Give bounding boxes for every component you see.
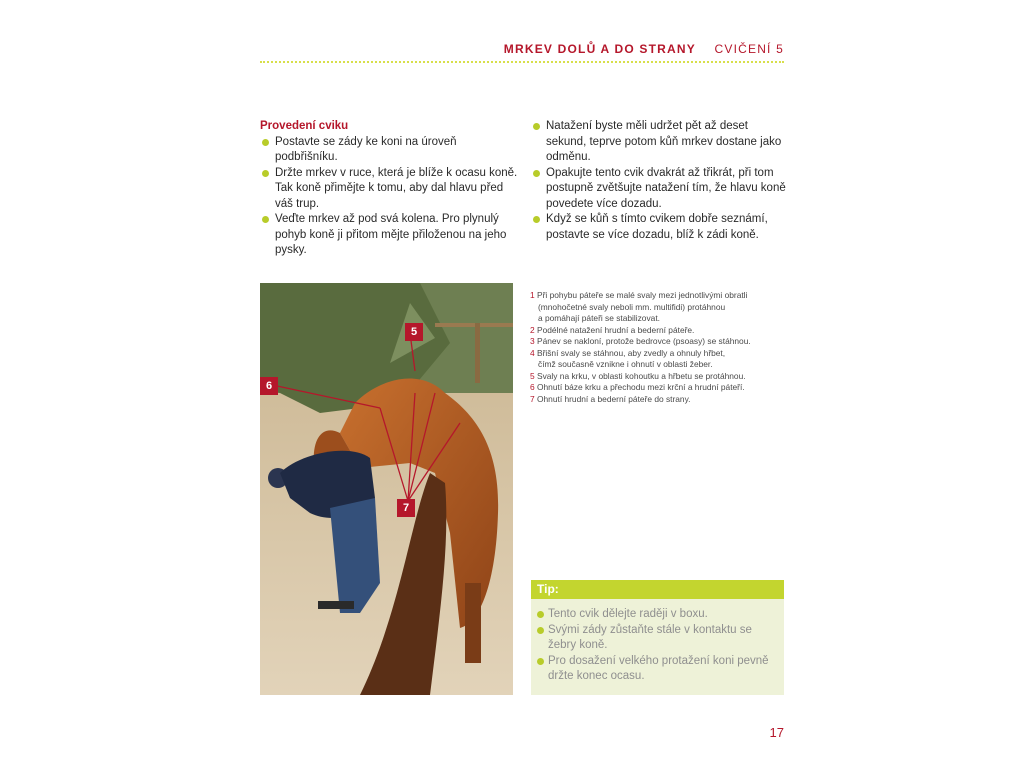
tip-heading: Tip: <box>531 580 784 599</box>
bullet-dot <box>537 658 544 665</box>
list-item <box>531 654 784 685</box>
note-line: Při pohybu páteře se malé svaly mezi jednotlivými obratli <box>537 290 748 300</box>
list-line: Držte mrkev v ruce, která je blíže k ocasu koně. <box>275 166 518 179</box>
bullet-dot <box>537 611 544 618</box>
list-line: pysky. <box>275 244 307 256</box>
bullet-dot <box>533 123 540 130</box>
note-item <box>530 290 790 325</box>
header-divider <box>260 61 784 63</box>
fence-post <box>475 323 480 383</box>
list-item <box>531 166 791 213</box>
section-heading: Provedení cviku <box>260 120 349 132</box>
continued-list <box>531 119 791 243</box>
list-line: Tak koně přimějte k tomu, aby dal hlavu před <box>275 182 504 194</box>
instructions-list <box>260 135 522 259</box>
list-line: Natažení byste měli udržet pět až deset <box>546 120 748 132</box>
note-item <box>530 336 790 348</box>
chapter-title: MRKEV DOLŮ A DO STRANY <box>503 42 696 56</box>
anatomy-notes <box>530 290 790 405</box>
list-item <box>260 166 522 213</box>
list-line: pohyb koně ji přitom mějte přiloženou na jeho <box>275 228 507 241</box>
list-item <box>260 135 522 166</box>
list-line: postupně zvětšujte natažení tím, že hlavu koně <box>546 182 786 194</box>
note-number: 3 <box>530 336 535 346</box>
note-item <box>530 348 790 371</box>
horse-stretch-photo <box>260 283 513 695</box>
note-line: Ohnutí hrudní a bederní páteře do strany. <box>537 393 691 404</box>
list-line: Postavte se zády ke koni na úroveň podbřišníku. <box>275 135 457 163</box>
bullet-dot <box>533 216 540 223</box>
running-head <box>504 42 784 56</box>
tip-box <box>531 580 784 695</box>
note-item <box>530 394 790 406</box>
horse-hind-leg <box>465 583 481 663</box>
list-line: povedete více dozadu. <box>546 197 662 210</box>
list-line: Tento cvik dělejte raději v boxu. <box>548 608 708 620</box>
note-number: 5 <box>530 370 535 381</box>
page-number: 17 <box>769 725 784 740</box>
list-line: sekund, teprve potom kůň mrkev dostane jako <box>546 135 782 148</box>
label-badge-7: 7 <box>397 499 415 517</box>
bullet-dot <box>262 139 269 146</box>
note-number: 6 <box>530 382 535 392</box>
list-line: Veďte mrkev až pod svá kolena. Pro plynulý <box>275 213 499 225</box>
note-line: a pomáhají páteři se stabilizovat. <box>538 313 660 323</box>
note-number: 7 <box>530 393 535 404</box>
list-item <box>531 119 791 166</box>
bullet-dot <box>533 170 540 177</box>
label-badge-6: 6 <box>260 377 278 395</box>
label-badge-5: 5 <box>405 323 423 341</box>
list-line: Opakujte tento cvik dvakrát až třikrát, při tom <box>546 166 774 179</box>
exercise-label: CVIČENÍ 5 <box>714 42 784 56</box>
note-line: čímž současně vznikne i ohnutí v oblasti žeber. <box>538 359 713 369</box>
list-item <box>531 623 784 654</box>
list-line: Když se kůň s tímto cvikem dobře seznámí, <box>546 213 768 225</box>
list-line: Pro dosažení velkého protažení koni pevně <box>548 654 769 667</box>
bullet-dot <box>262 170 269 177</box>
person-shoe <box>318 601 354 609</box>
note-number: 2 <box>530 324 535 335</box>
note-item <box>530 382 790 394</box>
list-item <box>531 607 784 623</box>
fence-rail <box>435 323 513 327</box>
note-line: Ohnutí báze krku a přechodu mezi krční a hrudní páteří. <box>537 382 745 392</box>
note-line: (mnohočetné svaly neboli mm. multifidi) protáhnou <box>538 301 726 312</box>
note-item <box>530 371 790 383</box>
note-line: Svaly na krku, v oblasti kohoutku a hřbetu se protáhnou. <box>537 370 746 381</box>
list-line: Svými zády zůstaňte stále v kontaktu se <box>548 623 752 636</box>
list-line: odměnu. <box>546 151 591 163</box>
list-item <box>531 212 791 243</box>
tip-list <box>531 607 784 685</box>
list-line: váš trup. <box>275 197 320 210</box>
list-line: žebry koně. <box>548 639 608 651</box>
bullet-dot <box>262 216 269 223</box>
list-line: držte konec ocasu. <box>548 670 645 682</box>
note-line: Podélné natažení hrudní a bederní páteře. <box>537 324 695 335</box>
instructions-column <box>260 119 522 259</box>
list-item <box>260 212 522 259</box>
continued-column <box>531 119 791 243</box>
photo-illustration <box>260 283 513 695</box>
list-line: postavte se více dozadu, blíž k zádi koně. <box>546 228 759 241</box>
note-line: Pánev se nakloní, protože bedrovce (psoasy) se stáhnou. <box>537 336 751 346</box>
note-number: 1 <box>530 290 535 300</box>
bullet-dot <box>537 627 544 634</box>
note-line: Břišní svaly se stáhnou, aby zvedly a ohnuly hřbet, <box>537 347 726 358</box>
note-item <box>530 325 790 337</box>
note-number: 4 <box>530 347 535 358</box>
